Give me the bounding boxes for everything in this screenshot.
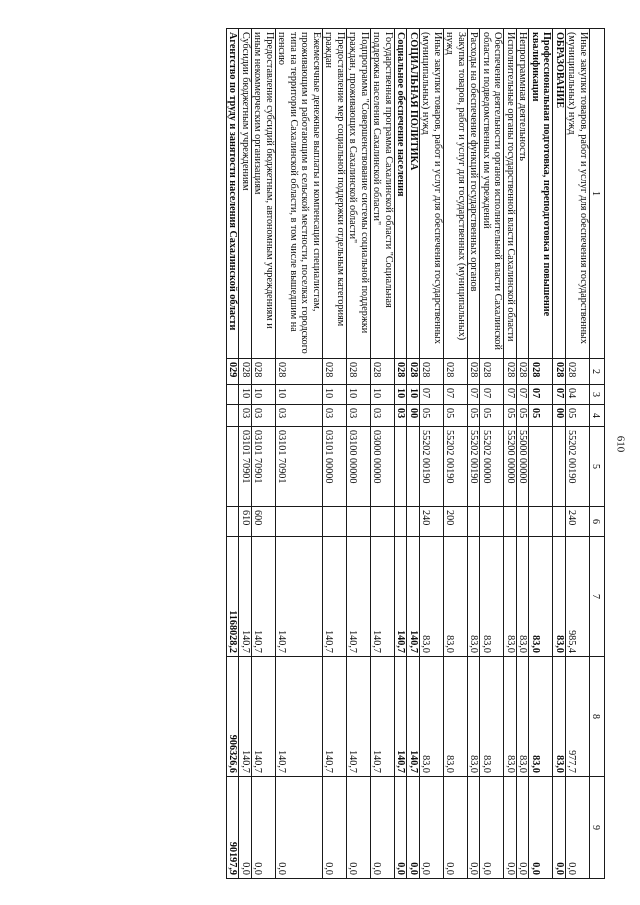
cell-c8: 140,7: [371, 657, 395, 777]
cell-c6: [227, 507, 240, 537]
header-cell: 1: [590, 29, 605, 359]
table-row: [480, 29, 504, 879]
cell-c3: 10: [252, 385, 276, 405]
cell-c3: 07: [517, 385, 530, 405]
table-row: [553, 29, 566, 879]
cell-c3: 10: [347, 385, 371, 405]
cell-c8: 83,0: [517, 657, 530, 777]
cell-c5: [227, 427, 240, 507]
table-body: [227, 29, 590, 879]
cell-c3: [227, 385, 240, 405]
cell-c6: [347, 507, 371, 537]
header-cell: 5: [590, 427, 605, 507]
cell-c4: 03: [276, 405, 323, 427]
cell-name: Предоставление мер социальной поддержки отдельным категориям граждан: [323, 29, 347, 359]
cell-c2: 028: [468, 359, 481, 385]
cell-c9: 0,0: [420, 777, 444, 879]
cell-name: Подпрограмма "Совершенствование системы социальной поддержки граждан, проживающих в Сахалинской области": [347, 29, 371, 359]
table-header-row: [590, 29, 605, 879]
cell-c4: 03: [323, 405, 347, 427]
cell-c4: 05: [444, 405, 468, 427]
cell-c4: 05: [468, 405, 481, 427]
cell-c6: [276, 507, 323, 537]
cell-c6: [407, 507, 420, 537]
cell-c8: 140,7: [395, 657, 408, 777]
cell-c6: [480, 507, 504, 537]
cell-c5: 55000 00000: [517, 427, 530, 507]
cell-c8: 83,0: [444, 657, 468, 777]
cell-c3: 04: [566, 385, 590, 405]
cell-c5: 55200 00000: [504, 427, 517, 507]
cell-c2: 028: [420, 359, 444, 385]
table-row: [323, 29, 347, 879]
cell-name: Иные закупки товаров, работ и услуг для обеспечения государственных (муниципальных) нужд: [420, 29, 444, 359]
cell-c7: 140,7: [276, 537, 323, 657]
cell-name: Обеспечение деятельности органов исполнительной власти Сахалинской области и подведомственных им учреждений: [480, 29, 504, 359]
cell-c8: 140,7: [276, 657, 323, 777]
cell-c9: 0,0: [566, 777, 590, 879]
table-row: [468, 29, 481, 879]
cell-c3: 10: [239, 385, 252, 405]
header-cell: 6: [590, 507, 605, 537]
cell-c7: 83,0: [480, 537, 504, 657]
cell-name: Расходы на обеспечение функций государственных органов: [468, 29, 481, 359]
cell-c2: 028: [553, 359, 566, 385]
cell-name: Непрограммная деятельность: [517, 29, 530, 359]
cell-c3: 07: [468, 385, 481, 405]
cell-c2: 028: [395, 359, 408, 385]
budget-table: [226, 28, 605, 879]
table-row: [371, 29, 395, 879]
cell-c2: 029: [227, 359, 240, 385]
cell-c8: 83,0: [420, 657, 444, 777]
cell-c6: 240: [566, 507, 590, 537]
table-row: [517, 29, 530, 879]
header-cell: 4: [590, 405, 605, 427]
cell-c6: 240: [420, 507, 444, 537]
cell-c4: 00: [553, 405, 566, 427]
cell-c9: 0,0: [480, 777, 504, 879]
cell-c5: 03101 00000: [323, 427, 347, 507]
cell-c2: 028: [517, 359, 530, 385]
cell-c4: [227, 405, 240, 427]
cell-c5: [553, 427, 566, 507]
cell-c8: 977,7: [566, 657, 590, 777]
cell-c2: 028: [323, 359, 347, 385]
cell-c3: 10: [276, 385, 323, 405]
cell-c7: 83,0: [529, 537, 553, 657]
cell-name: ОБРАЗОВАНИЕ: [553, 29, 566, 359]
cell-name: Иные закупки товаров, работ и услуг для обеспечения государственных (муниципальных) нужд: [566, 29, 590, 359]
cell-c8: 140,7: [252, 657, 276, 777]
cell-c9: 0,0: [517, 777, 530, 879]
cell-c9: 0,0: [276, 777, 323, 879]
cell-c3: 07: [480, 385, 504, 405]
cell-c6: [517, 507, 530, 537]
cell-c8: 140,7: [407, 657, 420, 777]
cell-c7: 140,7: [239, 537, 252, 657]
cell-c4: 05: [566, 405, 590, 427]
cell-c5: 55202 00190: [444, 427, 468, 507]
cell-c3: 10: [371, 385, 395, 405]
cell-name: Профессиональная подготовка, переподготовка и повышение квалификации: [529, 29, 553, 359]
table-row: [444, 29, 468, 879]
cell-c9: 0,0: [347, 777, 371, 879]
cell-c4: 05: [504, 405, 517, 427]
cell-c6: [395, 507, 408, 537]
header-cell: 2: [590, 359, 605, 385]
cell-c2: 028: [480, 359, 504, 385]
cell-c6: 610: [239, 507, 252, 537]
cell-c9: 0,0: [407, 777, 420, 879]
cell-name: СОЦИАЛЬНАЯ ПОЛИТИКА: [407, 29, 420, 359]
cell-c4: 05: [420, 405, 444, 427]
cell-c7: 83,0: [553, 537, 566, 657]
cell-c6: [529, 507, 553, 537]
cell-c9: 0,0: [529, 777, 553, 879]
cell-c5: 03101 70901: [252, 427, 276, 507]
cell-c2: 028: [529, 359, 553, 385]
cell-name: Государственная программа Сахалинской области "Социальная поддержка населения Сахалинской области": [371, 29, 395, 359]
cell-c9: 0,0: [504, 777, 517, 879]
cell-c4: 03: [347, 405, 371, 427]
cell-c3: 10: [323, 385, 347, 405]
cell-c6: [504, 507, 517, 537]
header-cell: 8: [590, 657, 605, 777]
cell-c5: 03100 00000: [347, 427, 371, 507]
cell-c7: 83,0: [468, 537, 481, 657]
cell-c9: 0,0: [371, 777, 395, 879]
table-row: [347, 29, 371, 879]
cell-name: Агентство по труду и занятости населения Сахалинской области: [227, 29, 240, 359]
cell-c8: 140,7: [239, 657, 252, 777]
cell-name: Социальное обеспечение населения: [395, 29, 408, 359]
cell-c7: 140,7: [252, 537, 276, 657]
table-row: [252, 29, 276, 879]
cell-name: Закупка товаров, работ и услуг для государственных (муниципальных) нужд: [444, 29, 468, 359]
cell-c6: [371, 507, 395, 537]
cell-c5: 03101 70901: [276, 427, 323, 507]
cell-c5: 03000 00000: [371, 427, 395, 507]
cell-c9: 0,0: [468, 777, 481, 879]
table-row: [529, 29, 553, 879]
cell-c5: 03101 70901: [239, 427, 252, 507]
cell-c3: 10: [395, 385, 408, 405]
cell-c3: 07: [444, 385, 468, 405]
cell-c5: 55202 00190: [566, 427, 590, 507]
cell-c7: 1168028,2: [227, 537, 240, 657]
table-row: [395, 29, 408, 879]
cell-c9: 0,0: [553, 777, 566, 879]
cell-c8: 83,0: [553, 657, 566, 777]
cell-c3: 07: [504, 385, 517, 405]
cell-c9: 90197,9: [227, 777, 240, 879]
cell-c7: 83,0: [444, 537, 468, 657]
cell-c7: 140,7: [347, 537, 371, 657]
cell-c4: 05: [517, 405, 530, 427]
cell-c3: 10: [407, 385, 420, 405]
cell-c2: 028: [407, 359, 420, 385]
cell-name: Исполнительные органы государственной власти Сахалинской области: [504, 29, 517, 359]
cell-c7: 140,7: [395, 537, 408, 657]
cell-name: Предоставление субсидий бюджетным, автономным учреждениям и иным некоммерческим организациям: [252, 29, 276, 359]
cell-c3: 07: [553, 385, 566, 405]
page-number: 610: [614, 435, 627, 453]
cell-c2: 028: [566, 359, 590, 385]
cell-c7: 985,4: [566, 537, 590, 657]
cell-c9: 0,0: [252, 777, 276, 879]
cell-c2: 028: [347, 359, 371, 385]
cell-c8: 83,0: [504, 657, 517, 777]
cell-c4: 03: [395, 405, 408, 427]
cell-c7: 83,0: [420, 537, 444, 657]
cell-c4: 03: [252, 405, 276, 427]
table-row: [227, 29, 240, 879]
cell-c4: 05: [529, 405, 553, 427]
cell-c8: 83,0: [468, 657, 481, 777]
cell-c8: 83,0: [480, 657, 504, 777]
cell-c3: 07: [420, 385, 444, 405]
cell-c5: [395, 427, 408, 507]
cell-c5: 55202 00190: [420, 427, 444, 507]
cell-c4: 03: [371, 405, 395, 427]
cell-c2: 028: [504, 359, 517, 385]
cell-c5: [529, 427, 553, 507]
cell-c9: 0,0: [444, 777, 468, 879]
cell-c8: 140,7: [347, 657, 371, 777]
rotated-table-wrapper: [45, 28, 605, 878]
cell-c6: 600: [252, 507, 276, 537]
cell-c9: 0,0: [239, 777, 252, 879]
cell-c5: 55202 00190: [468, 427, 481, 507]
cell-c6: [323, 507, 347, 537]
cell-c4: 00: [407, 405, 420, 427]
cell-c2: 028: [276, 359, 323, 385]
table-row: [566, 29, 590, 879]
cell-name: Ежемесячные денежные выплаты и компенсации специалистам, проживающим и работающим в сельской местности, поселках городского типа на территории Сахалинской области, в том числе вышедшим на пенсию: [276, 29, 323, 359]
cell-c9: 0,0: [323, 777, 347, 879]
cell-c2: 028: [371, 359, 395, 385]
cell-name: Субсидии бюджетным учреждениям: [239, 29, 252, 359]
cell-c7: 140,7: [371, 537, 395, 657]
cell-c7: 83,0: [504, 537, 517, 657]
header-cell: 7: [590, 537, 605, 657]
cell-c4: 05: [480, 405, 504, 427]
cell-c8: 906326,6: [227, 657, 240, 777]
cell-c2: 028: [239, 359, 252, 385]
header-cell: 3: [590, 385, 605, 405]
cell-c6: 200: [444, 507, 468, 537]
header-cell: 9: [590, 777, 605, 879]
table-row: [504, 29, 517, 879]
cell-c7: 140,7: [407, 537, 420, 657]
cell-c5: 55202 00000: [480, 427, 504, 507]
cell-c6: [553, 507, 566, 537]
cell-c7: 140,7: [323, 537, 347, 657]
cell-c2: 028: [252, 359, 276, 385]
table-row: [407, 29, 420, 879]
cell-c8: 140,7: [323, 657, 347, 777]
cell-c6: [468, 507, 481, 537]
cell-c3: 07: [529, 385, 553, 405]
table-row: [420, 29, 444, 879]
cell-c5: [407, 427, 420, 507]
table-row: [276, 29, 323, 879]
cell-c7: 83,0: [517, 537, 530, 657]
cell-c9: 0,0: [395, 777, 408, 879]
cell-c8: 83,0: [529, 657, 553, 777]
table-row: [239, 29, 252, 879]
cell-c4: 03: [239, 405, 252, 427]
cell-c2: 028: [444, 359, 468, 385]
